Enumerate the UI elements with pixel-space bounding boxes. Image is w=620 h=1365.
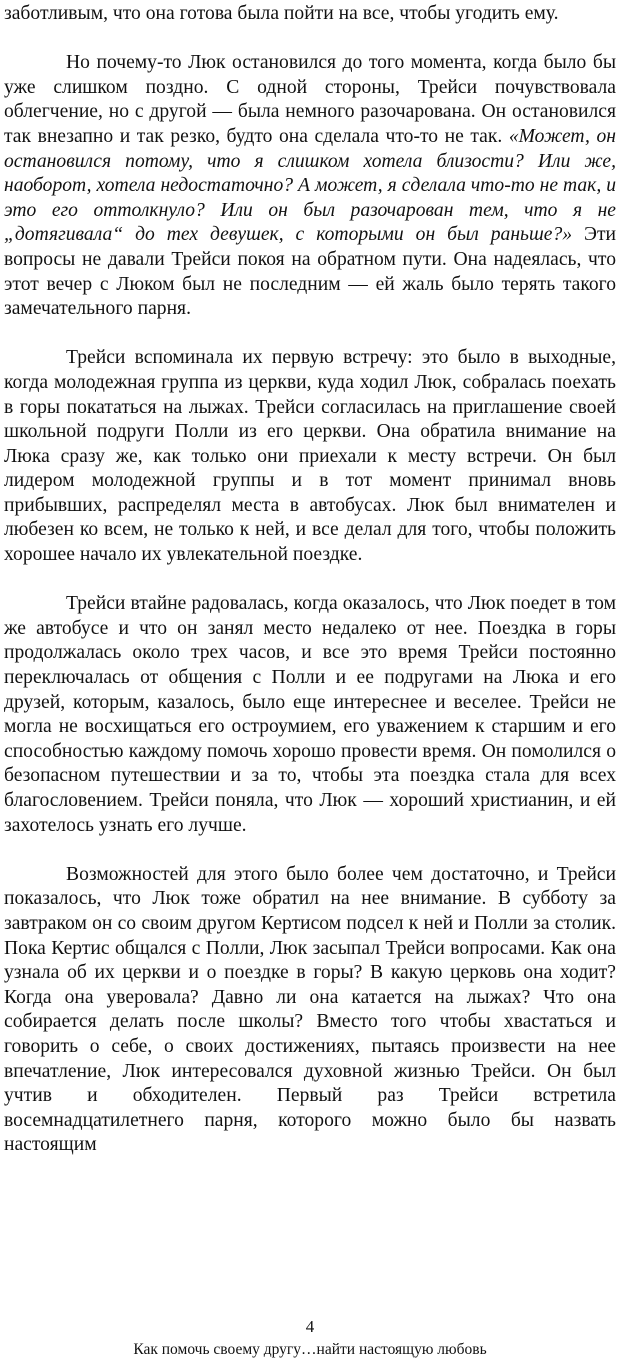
text-run: Эти вопросы не давали Трейси покоя на обратном пути. Она надеялась, что этот вечер с Люком был не последним — ей жаль было терять такого замечательного парня. xyxy=(4,224,616,320)
text-run: Трейси вспоминала их первую встречу: это было в выходные, когда молодежная группа из церкви, куда ходил Люк, собралась поехать в горы покататься на лыжах. Трейси согласилась на приглашение своей школьной подруги Полли из его церкви. Она обратила внимание на Люка сразу же, как только они приехали к месту встречи. Он был лидером молодежной группы и в тот момент принимал вновь прибывших, распределял места в автобусах. Люк был внимателен и любезен ко всем, не только к ней, и все делал для того, чтобы положить хорошее начало их увлекательной поездке. xyxy=(4,347,616,566)
paragraph xyxy=(4,863,616,1158)
italic-text-run: «Может, он остановился потому, что я слишком хотела близости? Или же, наоборот, хотела недостаточно? А может, я сделала что-то не так, и это его оттолкнуло? Или он был разочарован тем, что я не „дотягивала“ до тех девушек, с которыми он был раньше?» xyxy=(4,125,616,246)
paragraph xyxy=(4,51,616,322)
paragraph xyxy=(4,592,616,838)
text-run: Возможностей для этого было более чем достаточно, и Трейси показалось, что Люк тоже обратил на нее внимание. В субботу за завтраком он со своим другом Кертисом подсел к ней и Полли за столик. Пока Кертис общался с Полли, Люк засыпал Трейси вопросами. Как она узнала об их церкви и о поездке в горы? В какую церковь она ходит? Когда она уверовала? Давно ли она катается на лыжах? Что она собирается делать после школы? Вместо того чтобы хвастаться и говорить о себе, о своих достижениях, пытаясь произвести на нее впечатление, Люк интересовался духовной жизнью Трейси. Он был учтив и обходителен. Первый раз Трейси встретила восемнадцатилетнего парня, которого можно было бы назвать настоящим xyxy=(4,863,616,1156)
text-run: заботливым, что она готова была пойти на все, чтобы угодить ему. xyxy=(4,3,559,24)
text-run: Трейси втайне радовалась, когда оказалось, что Люк поедет в том же автобусе и что он занял место недалеко от нее. Поездка в горы продолжалась около трех часов, и все это время Трейси постоянно переключалась от общения с Полли и ее подругами на Люка и его друзей, которым, казалось, было еще интереснее и веселее. Трейси не могла не восхищаться его остроумием, его уважением к старшим и его способностью каждому помочь хорошо провести время. Он помолился о безопасном путешествии и за то, чтобы эта поездка стала для всех благословением. Трейси поняла, что Люк — хороший христианин, и ей захотелось узнать его лучше. xyxy=(4,593,616,836)
paragraph xyxy=(4,2,616,27)
text-run: Но почему-то Люк остановился до того момента, когда было бы уже слишком поздно. С одной стороны, Трейси почувствовала облегчение, но с другой — была немного разочарована. Он остановился так внезапно и так резко, будто она сделала что-то не так. xyxy=(4,52,616,147)
body-text xyxy=(4,2,616,1183)
footer-title: Как помочь своему другу…найти настоящую любовь xyxy=(133,1341,487,1358)
paragraph xyxy=(4,346,616,567)
page-number: 4 xyxy=(305,1317,315,1336)
